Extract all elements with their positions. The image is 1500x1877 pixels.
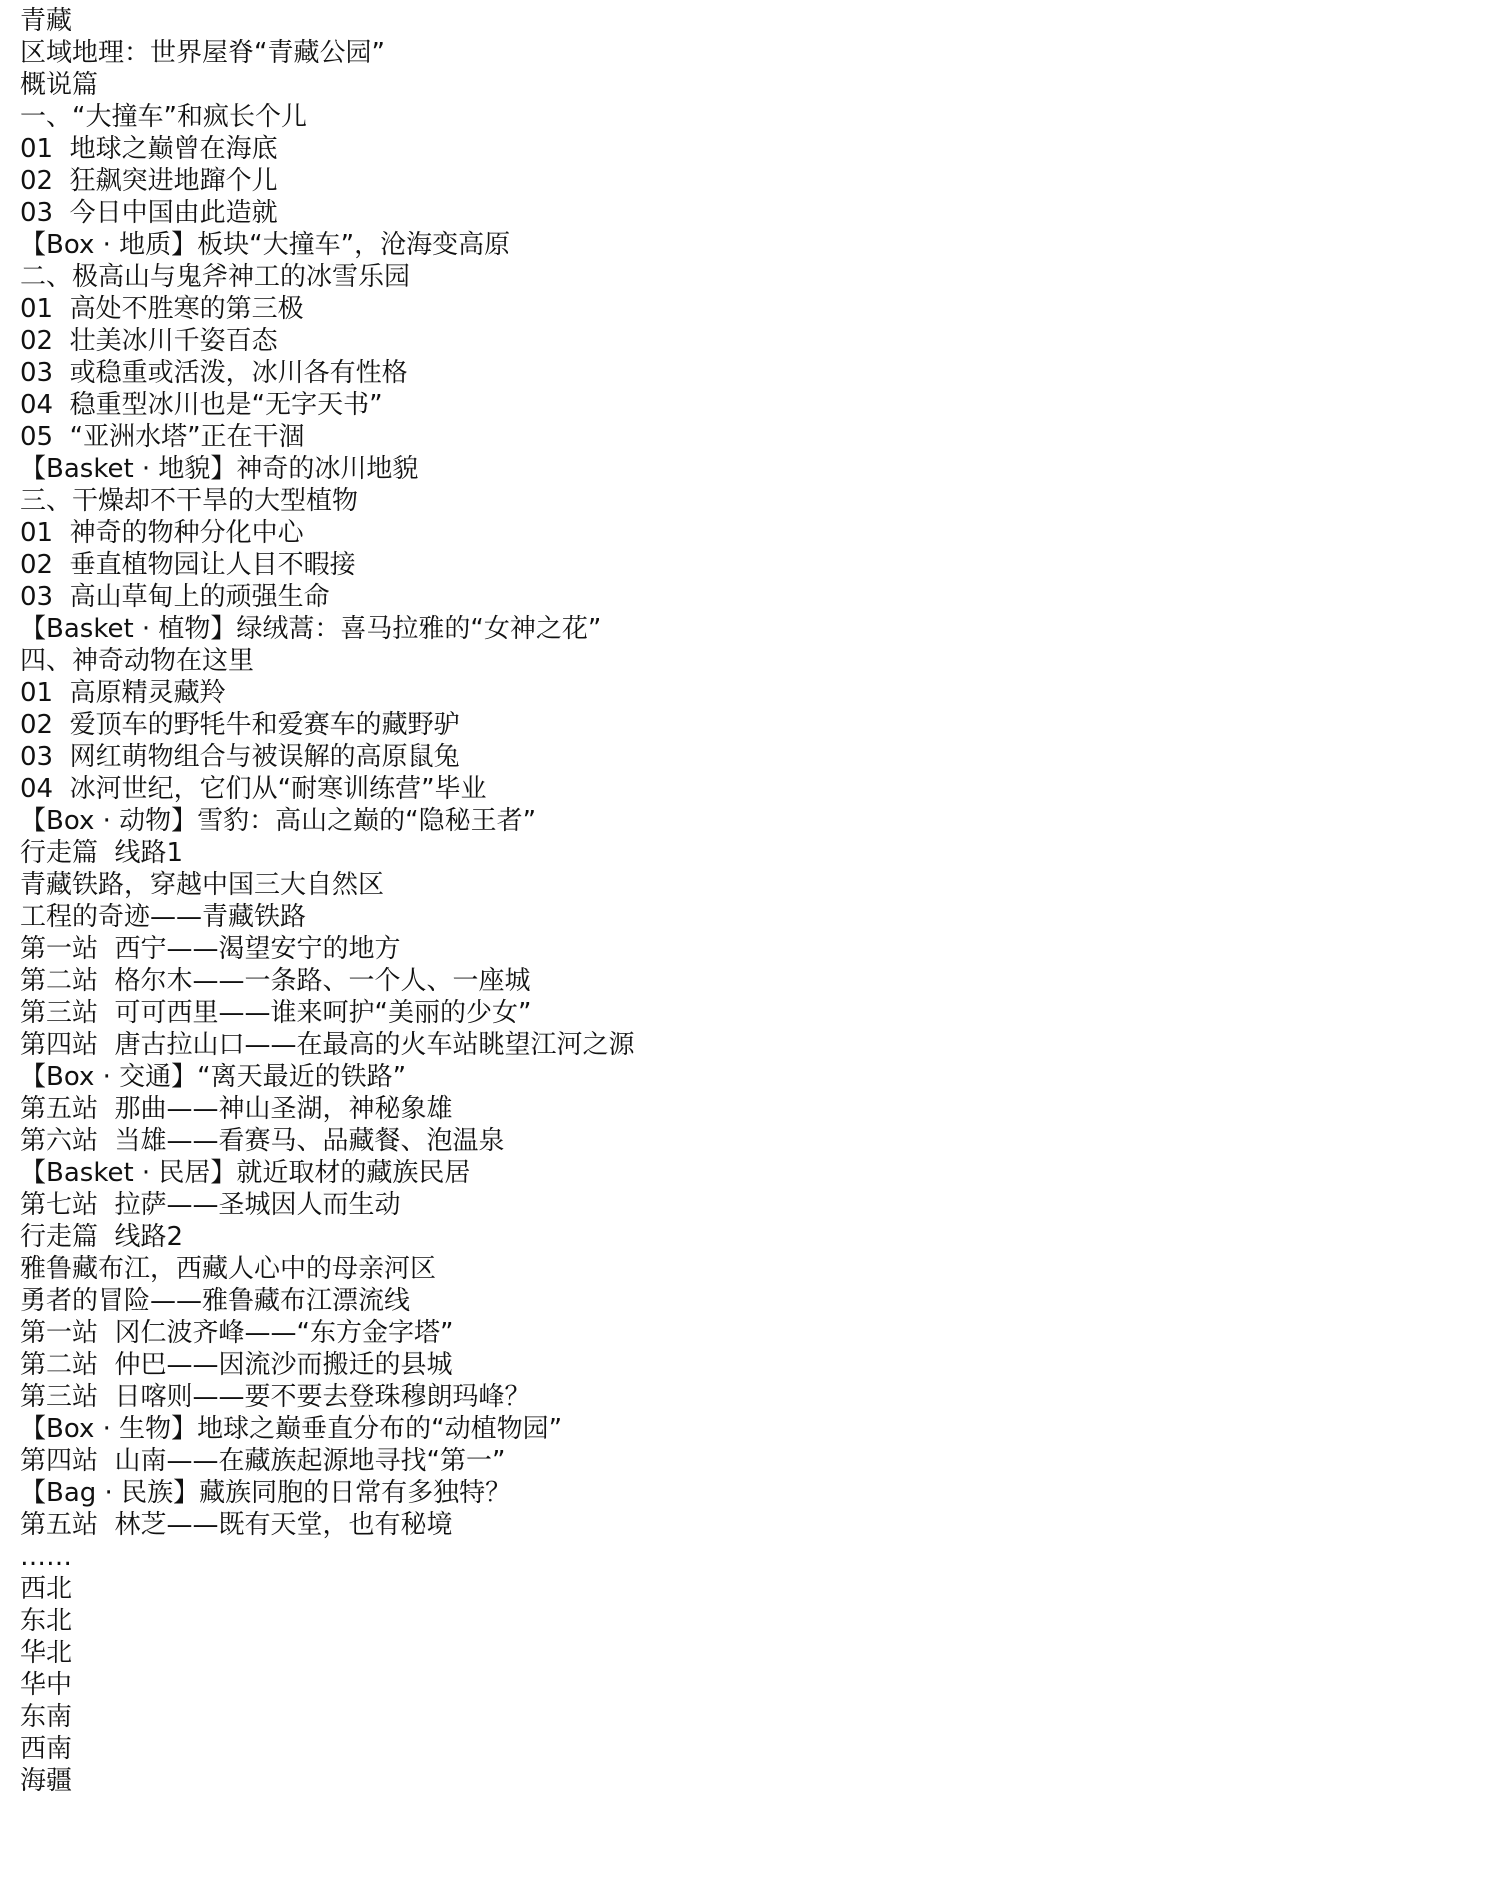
region-entry: 华中 bbox=[20, 1670, 73, 1700]
toc-entry: 01 高处不胜寒的第三极 bbox=[20, 294, 304, 324]
table-of-contents bbox=[20, 5, 635, 1797]
region-entry: 东北 bbox=[20, 1606, 73, 1636]
station-entry: 第五站 林芝——既有天堂，也有秘境 bbox=[20, 1510, 453, 1540]
station-entry: 第三站 可可西里——谁来呵护“美丽的少女” bbox=[20, 998, 532, 1028]
station-entry: 第七站 拉萨——圣城因人而生动 bbox=[20, 1190, 401, 1220]
book-title: 青藏 bbox=[20, 6, 73, 36]
ellipsis: …… bbox=[20, 1542, 72, 1572]
sidebar-box-entry: 【Basket · 植物】绿绒蒿：喜马拉雅的“女神之花” bbox=[20, 614, 602, 644]
toc-entry: 工程的奇迹——青藏铁路 bbox=[20, 902, 307, 932]
route-heading: 雅鲁藏布江，西藏人心中的母亲河区 bbox=[20, 1254, 437, 1284]
toc-entry: 03 高山草甸上的顽强生命 bbox=[20, 582, 330, 612]
toc-entry: 02 爱顶车的野牦牛和爱赛车的藏野驴 bbox=[20, 710, 460, 740]
station-entry: 第一站 西宁——渴望安宁的地方 bbox=[20, 934, 401, 964]
region-entry: 西南 bbox=[20, 1734, 73, 1764]
toc-entry: 03 或稳重或活泼，冰川各有性格 bbox=[20, 358, 408, 388]
part-heading: 概说篇 bbox=[20, 70, 99, 100]
station-entry: 第二站 仲巴——因流沙而搬迁的县城 bbox=[20, 1350, 453, 1380]
station-entry: 第六站 当雄——看赛马、品藏餐、泡温泉 bbox=[20, 1126, 505, 1156]
toc-entry: 05 “亚洲水塔”正在干涸 bbox=[20, 422, 305, 452]
sidebar-box-entry: 【Box · 地质】板块“大撞车”，沧海变高原 bbox=[20, 230, 511, 260]
region-entry: 东南 bbox=[20, 1702, 73, 1732]
toc-entry: 02 狂飙突进地蹿个儿 bbox=[20, 166, 278, 196]
station-entry: 第一站 冈仁波齐峰——“东方金字塔” bbox=[20, 1318, 454, 1348]
section-title: 区域地理：世界屋脊“青藏公园” bbox=[20, 38, 385, 68]
station-entry: 第五站 那曲——神山圣湖，神秘象雄 bbox=[20, 1094, 453, 1124]
part-heading: 行走篇 线路1 bbox=[20, 838, 184, 868]
route-heading: 青藏铁路，穿越中国三大自然区 bbox=[20, 870, 385, 900]
region-entry: 海疆 bbox=[20, 1766, 73, 1796]
sidebar-box-entry: 【Box · 动物】雪豹：高山之巅的“隐秘王者” bbox=[20, 806, 537, 836]
chapter-heading: 二、极高山与鬼斧神工的冰雪乐园 bbox=[20, 262, 411, 292]
sidebar-box-entry: 【Basket · 地貌】神奇的冰川地貌 bbox=[20, 454, 419, 484]
sidebar-box-entry: 【Box · 交通】“离天最近的铁路” bbox=[20, 1062, 407, 1092]
chapter-heading: 一、“大撞车”和疯长个儿 bbox=[20, 102, 307, 132]
toc-entry: 03 网红萌物组合与被误解的高原鼠兔 bbox=[20, 742, 460, 772]
toc-entry: 04 稳重型冰川也是“无字天书” bbox=[20, 390, 383, 420]
toc-entry: 03 今日中国由此造就 bbox=[20, 198, 278, 228]
toc-entry: 02 垂直植物园让人目不暇接 bbox=[20, 550, 356, 580]
toc-entry: 02 壮美冰川千姿百态 bbox=[20, 326, 278, 356]
station-entry: 第二站 格尔木——一条路、一个人、一座城 bbox=[20, 966, 531, 996]
station-entry: 第四站 唐古拉山口——在最高的火车站眺望江河之源 bbox=[20, 1030, 635, 1060]
toc-entry: 04 冰河世纪，它们从“耐寒训练营”毕业 bbox=[20, 774, 487, 804]
chapter-heading: 三、干燥却不干旱的大型植物 bbox=[20, 486, 359, 516]
chapter-heading: 四、神奇动物在这里 bbox=[20, 646, 255, 676]
toc-entry: 勇者的冒险——雅鲁藏布江漂流线 bbox=[20, 1286, 411, 1316]
station-entry: 第三站 日喀则——要不要去登珠穆朗玛峰？ bbox=[20, 1382, 531, 1412]
region-entry: 西北 bbox=[20, 1574, 73, 1604]
station-entry: 第四站 山南——在藏族起源地寻找“第一” bbox=[20, 1446, 506, 1476]
toc-entry: 01 高原精灵藏羚 bbox=[20, 678, 226, 708]
sidebar-box-entry: 【Box · 生物】地球之巅垂直分布的“动植物园” bbox=[20, 1414, 563, 1444]
toc-entry: 01 神奇的物种分化中心 bbox=[20, 518, 304, 548]
toc-entry: 01 地球之巅曾在海底 bbox=[20, 134, 278, 164]
sidebar-box-entry: 【Basket · 民居】就近取材的藏族民居 bbox=[20, 1158, 471, 1188]
region-entry: 华北 bbox=[20, 1638, 73, 1668]
part-heading: 行走篇 线路2 bbox=[20, 1222, 184, 1252]
sidebar-box-entry: 【Bag · 民族】藏族同胞的日常有多独特？ bbox=[20, 1478, 512, 1508]
